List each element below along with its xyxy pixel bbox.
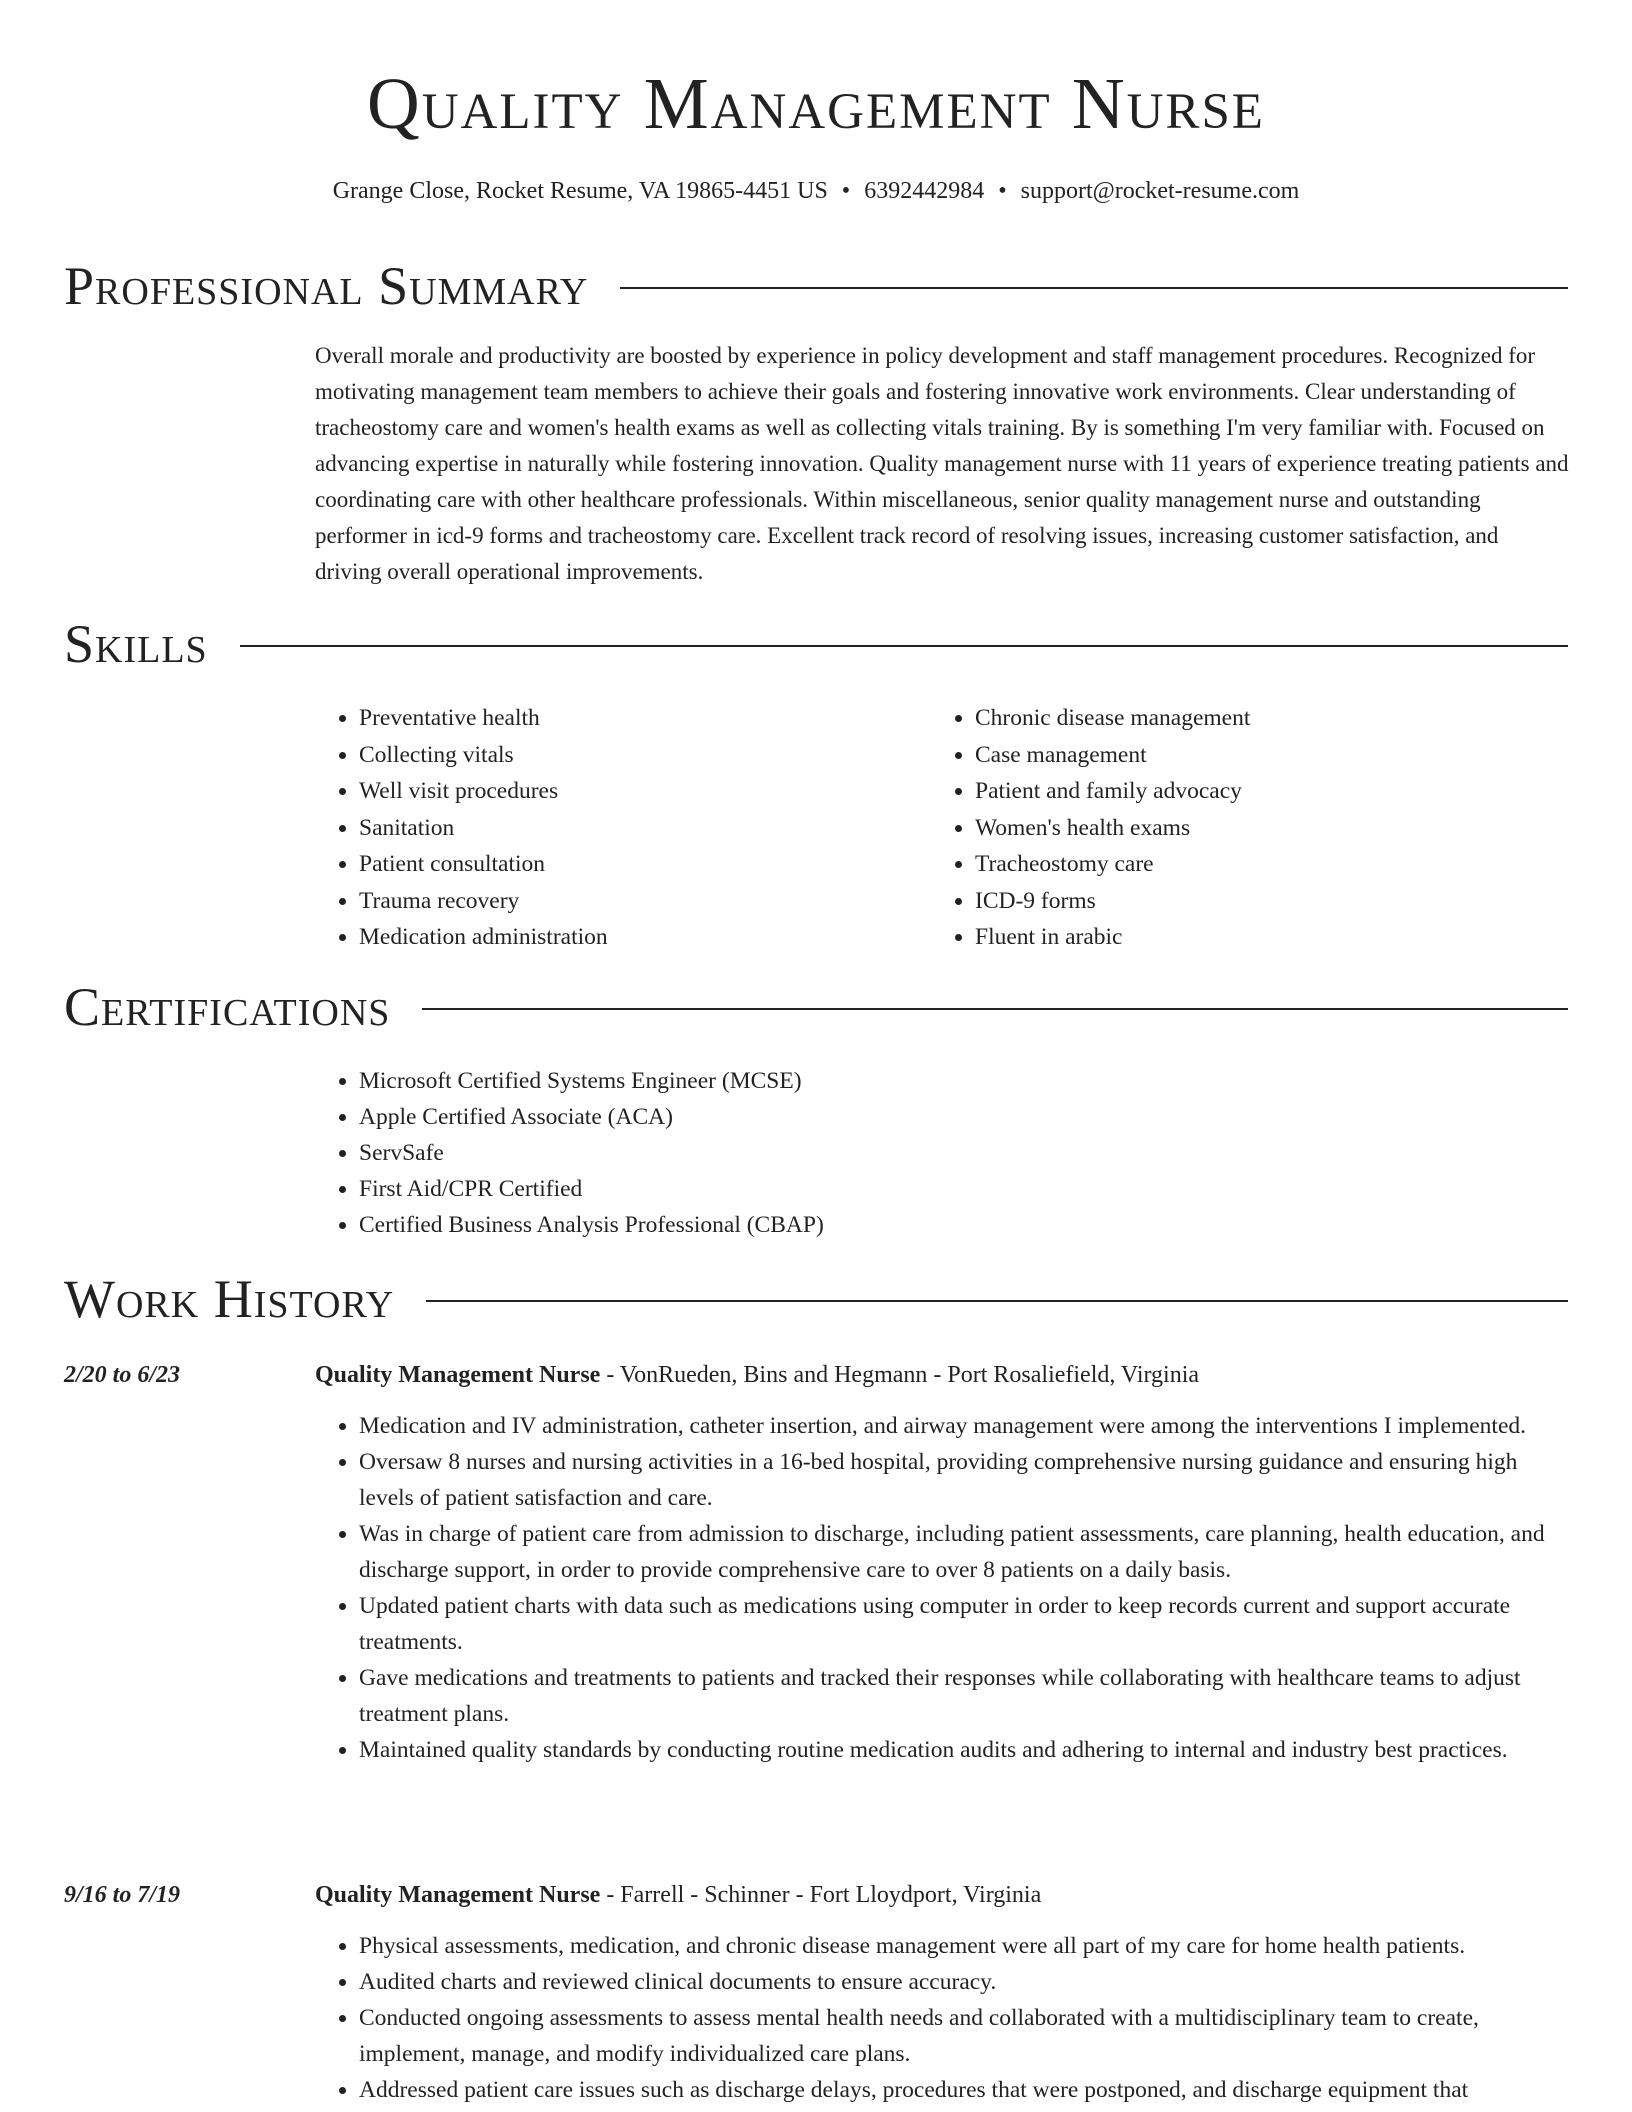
job-title-line [315, 1358, 1568, 1392]
summary-section-title: Professional Summary [64, 256, 589, 316]
duty-item: • Medication and IV administration, catheter insertion, and airway management were among the interventions I implemented. [359, 1408, 1568, 1444]
job-employer-location: - VonRueden, Bins and Hegmann - Port Rosaliefield, Virginia [600, 1362, 1200, 1388]
contact-line [0, 174, 1632, 208]
skill-item: • Chronic disease management [975, 700, 1531, 736]
duty-item: • Gave medications and treatments to patients and tracked their responses while collaborating with healthcare teams to adjust treatment plans. [359, 1660, 1568, 1732]
duties-list [315, 1408, 1568, 1768]
duty-item: • Was in charge of patient care from admission to discharge, including patient assessments, care planning, health education, and discharge support, in order to provide comprehensive care to over 8 patients on a daily basis. [359, 1516, 1568, 1588]
job-dates: 2/20 to 6/23 [64, 1362, 181, 1388]
skills-section-header [64, 612, 1568, 676]
certification-item: • Apple Certified Associate (ACA) [359, 1099, 1515, 1135]
summary-text: Overall morale and productivity are boosted by experience in policy development and staff management procedures. Recognized for motivating management team members to achieve their goals and fostering innovative work environments. Clear understanding of tracheostomy care and women's health exams as well as collecting vitals training. By is something I'm very familiar with. Focused on advancing expertise in naturally while fostering innovation. Quality management nurse with 11 years of experience treating patients and coordinating care with other healthcare professionals. Within miscellaneous, senior quality management nurse and outstanding performer in icd-9 forms and tracheostomy care. Excellent track record of resolving issues, increasing customer satisfaction, and driving overall operational improvements. [315, 343, 1569, 584]
skill-item: • Collecting vitals [359, 737, 915, 773]
duty-item: • Updated patient charts with data such as medications using computer in order to keep records current and support accurate treatments. [359, 1588, 1568, 1660]
certification-item: • Microsoft Certified Systems Engineer (MCSE) [359, 1063, 1515, 1099]
job-title: Quality Management Nurse [315, 1362, 601, 1388]
duty-item: • Maintained quality standards by conducting routine medication audits and adhering to internal and industry best practices. [359, 1732, 1568, 1768]
certification-item: • ServSafe [359, 1135, 1515, 1171]
job-title: Quality Management Nurse [315, 1882, 601, 1908]
duties-list [315, 1928, 1568, 2108]
skill-item: • Fluent in arabic [975, 919, 1531, 955]
skills-list [931, 700, 1531, 955]
skill-item: • Women's health exams [975, 810, 1531, 846]
skills-section-title: Skills [64, 614, 208, 674]
skill-item: • Patient and family advocacy [975, 773, 1531, 809]
contact-email[interactable]: support@rocket-resume.com [1020, 178, 1300, 204]
skill-item: • Patient consultation [359, 846, 915, 882]
certifications-block [315, 1063, 1515, 1243]
skills-column-right [931, 700, 1531, 956]
work-section-header [64, 1267, 1568, 1331]
job-employer-location: - Farrell - Schinner - Fort Lloydport, Virginia [600, 1882, 1042, 1908]
certification-item: • Certified Business Analysis Professional (CBAP) [359, 1207, 1515, 1243]
job-duties [315, 1408, 1568, 1768]
skills-column-left [315, 700, 915, 956]
certifications-list [315, 1063, 1515, 1243]
skill-item: • Sanitation [359, 810, 915, 846]
contact-address: Grange Close, Rocket Resume, VA 19865-4451 US [332, 178, 828, 204]
work-section-title: Work History [64, 1269, 395, 1329]
duty-item: • Conducted ongoing assessments to assess mental health needs and collaborated with a multidisciplinary team to create, implement, manage, and modify individualized care plans. [359, 2000, 1568, 2072]
skill-item: • Medication administration [359, 919, 915, 955]
skills-list [315, 700, 915, 955]
contact-separator: • [841, 178, 851, 204]
contact-separator: • [998, 178, 1007, 204]
skill-item: • Trauma recovery [359, 883, 915, 919]
section-divider [620, 287, 1568, 289]
skill-item: • ICD-9 forms [975, 883, 1531, 919]
skill-item: • Case management [975, 737, 1531, 773]
certifications-section-title: Certifications [64, 977, 391, 1037]
section-divider [240, 645, 1568, 647]
contact-phone[interactable]: 6392442984 [864, 178, 985, 204]
job-dates: 9/16 to 7/19 [64, 1882, 181, 1908]
job-title-line [315, 1878, 1568, 1912]
section-divider [426, 1300, 1568, 1302]
certifications-section-header [64, 975, 1568, 1039]
duty-item: • Addressed patient care issues such as discharge delays, procedures that were postponed, and discharge equipment that [359, 2072, 1568, 2108]
duty-item: • Audited charts and reviewed clinical documents to ensure accuracy. [359, 1964, 1568, 2000]
skill-item: • Well visit procedures [359, 773, 915, 809]
duty-item: • Oversaw 8 nurses and nursing activities in a 16-bed hospital, providing comprehensive nursing guidance and ensuring high levels of patient satisfaction and care. [359, 1444, 1568, 1516]
summary-section-header [64, 254, 1568, 318]
section-divider [422, 1008, 1568, 1010]
resume-name: Quality Management Nurse [367, 63, 1265, 144]
skill-item: • Preventative health [359, 700, 915, 736]
duty-item: • Physical assessments, medication, and chronic disease management were all part of my care for home health patients. [359, 1928, 1568, 1964]
skill-item: • Tracheostomy care [975, 846, 1531, 882]
job-duties [315, 1928, 1568, 2108]
certification-item: • First Aid/CPR Certified [359, 1171, 1515, 1207]
